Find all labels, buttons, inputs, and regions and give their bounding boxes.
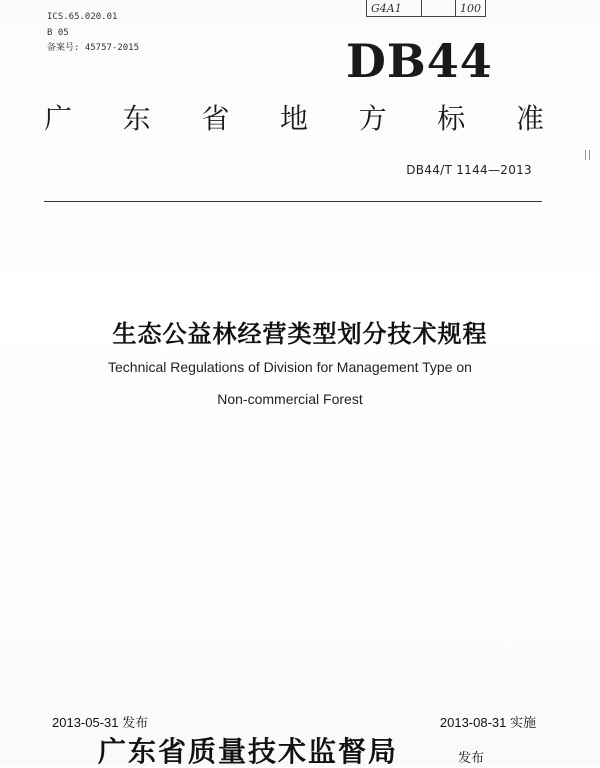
filing-number: 备案号: 45757-2015 — [47, 43, 140, 53]
implementation-date: 2013-08-31 实施 — [439, 715, 536, 730]
ics-code: ICS.65.020.01 — [47, 12, 118, 22]
standard-level-char: 标 — [437, 102, 466, 135]
stamp-right-cell: 100 — [460, 1, 481, 15]
document-title-english-line1: Technical Regulations of Division for Management Type on — [108, 359, 472, 375]
archive-stamp — [366, 0, 486, 17]
standard-number: DB44/T 1144—2013 — [406, 163, 532, 177]
db44-logo: DB44 — [346, 34, 493, 88]
edge-mark — [585, 150, 590, 160]
standard-level-char: 广 — [44, 102, 73, 135]
standard-level-char: 省 — [201, 102, 230, 135]
document-title-chinese: 生态公益林经营类型划分技术规程 — [112, 320, 488, 348]
standard-level-char: 地 — [279, 102, 308, 135]
standard-level-char: 方 — [358, 102, 387, 135]
standard-level-char: 东 — [122, 102, 151, 135]
stamp-left-cell: G4A1 — [367, 0, 422, 16]
standard-level-heading — [44, 102, 544, 135]
stamp-middle-cell — [422, 0, 456, 16]
issue-label: 发布 — [458, 751, 485, 766]
standard-level-char: 准 — [515, 102, 544, 135]
document-title-english-line2: Non-commercial Forest — [217, 391, 363, 407]
ccs-code: B 05 — [47, 28, 69, 38]
release-date: 2013-05-31 发布 — [52, 715, 149, 730]
issuing-authority: 广东省质量技术监督局 — [98, 735, 399, 768]
header-divider — [44, 201, 542, 202]
